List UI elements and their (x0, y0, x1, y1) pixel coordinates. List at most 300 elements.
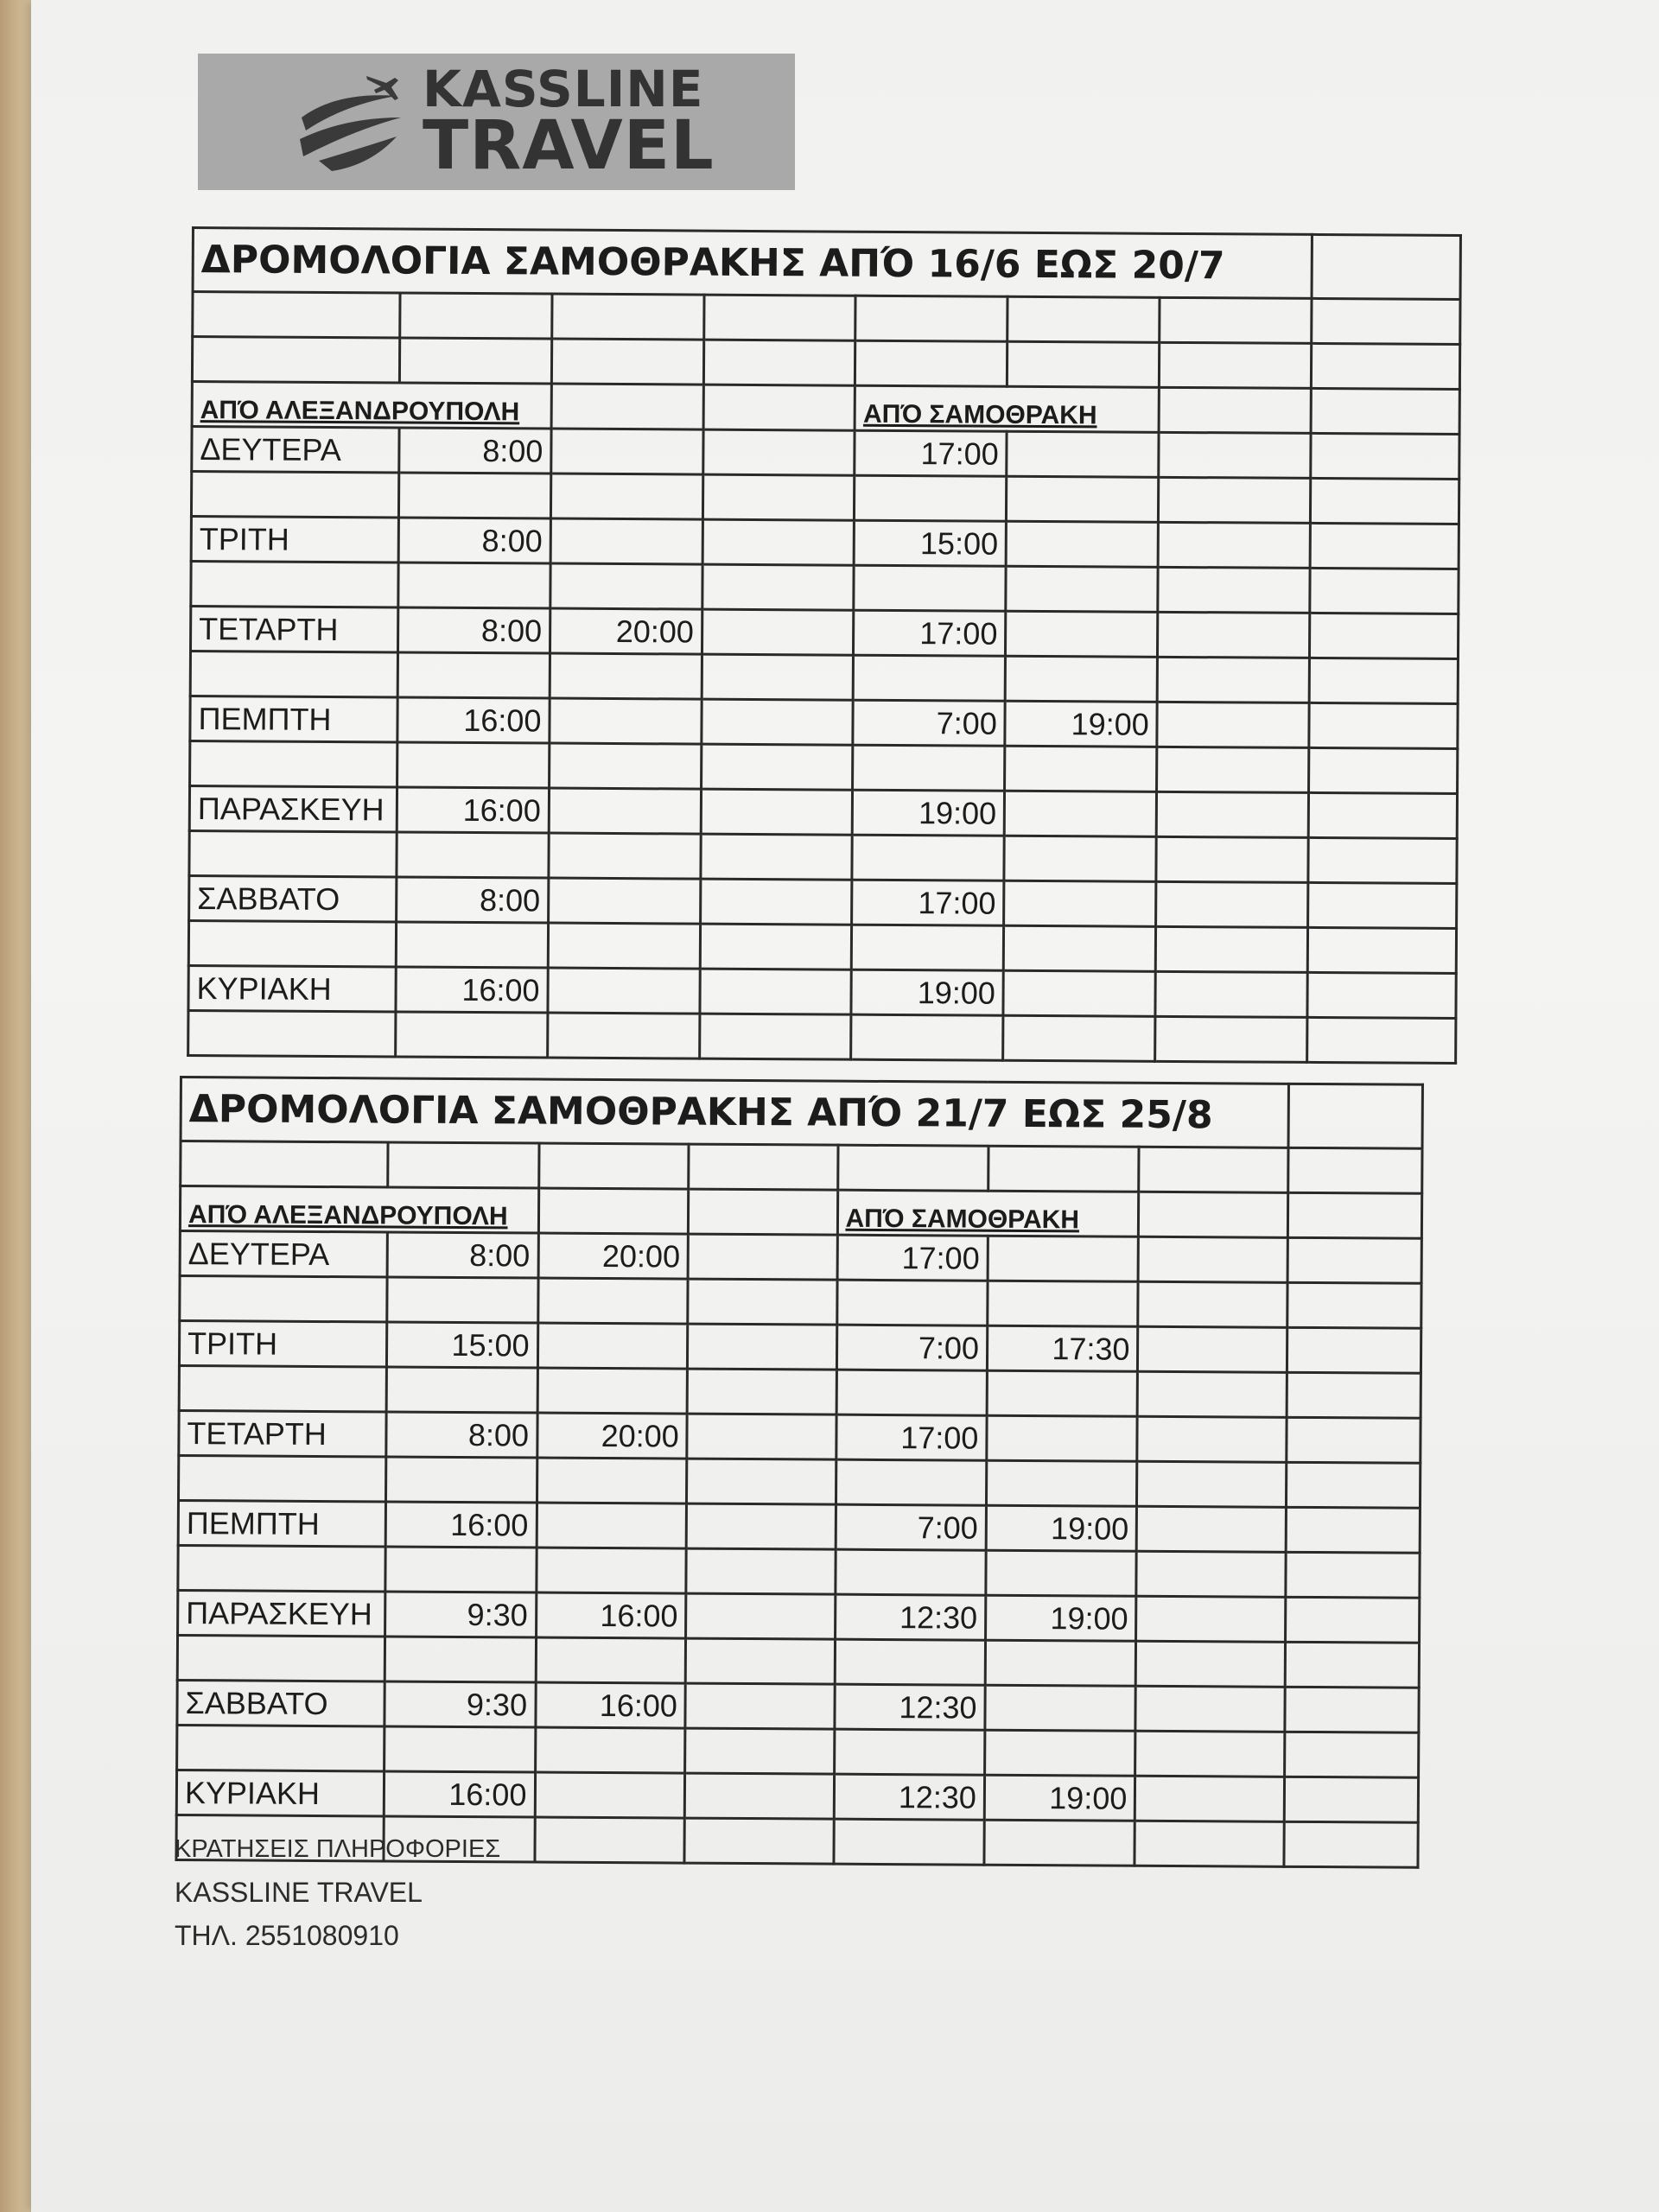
table-row (188, 965, 1456, 1018)
departure-alexandroupoli-1: 8:00 (387, 1232, 538, 1278)
departure-alexandroupoli-2: 20:00 (550, 608, 702, 654)
from-alexandroupoli-header: ΑΠΌ ΑΛΕΞΑΝΔΡΟΥΠΟΛΗ (192, 382, 551, 429)
table-cell (385, 1547, 537, 1592)
logo-brand-subtitle: TRAVEL (423, 106, 715, 185)
table-cell (1135, 1821, 1284, 1866)
departure-samothraki-1: 12:30 (834, 1684, 985, 1730)
table-cell (835, 1639, 986, 1685)
table-cell (684, 1818, 834, 1864)
table-cell (702, 654, 854, 700)
departure-alexandroupoli-2 (550, 698, 702, 744)
departure-alexandroupoli-2 (535, 1772, 685, 1818)
table-cell (397, 652, 550, 698)
table-cell (191, 472, 398, 518)
table-cell (1306, 1017, 1455, 1063)
table-cell (552, 294, 704, 340)
spacer-row (191, 472, 1459, 524)
departure-samothraki-2 (987, 1415, 1138, 1461)
table-row (177, 1680, 1419, 1732)
departure-alexandroupoli-1: 16:00 (397, 787, 549, 833)
table-cell (835, 1549, 986, 1595)
departure-alexandroupoli-1: 15:00 (386, 1322, 537, 1368)
table-cell (1005, 746, 1157, 791)
table-cell (190, 741, 397, 786)
departure-samothraki-2: 19:00 (984, 1775, 1135, 1821)
table-cell (689, 1189, 838, 1235)
table-cell (1309, 613, 1458, 658)
table-cell (1159, 432, 1311, 478)
table-cell (1286, 1507, 1421, 1553)
table-cell (1157, 747, 1309, 792)
departure-samothraki-1: 7:00 (836, 1504, 987, 1550)
table-cell (1307, 927, 1456, 973)
table-cell (1312, 234, 1461, 299)
table-cell (852, 835, 1004, 880)
contact-footer (175, 1827, 500, 1957)
table-cell (400, 293, 552, 339)
spacer-row (178, 1456, 1420, 1509)
spacer-row (189, 830, 1457, 883)
table-row (178, 1501, 1420, 1554)
table-cell (1137, 1506, 1287, 1552)
table-cell (853, 745, 1005, 791)
table-row (180, 1231, 1421, 1284)
blank-row (193, 292, 1460, 345)
table-cell (1285, 1552, 1420, 1598)
table-cell (700, 924, 852, 969)
day-name: ΤΡΙΤΗ (179, 1321, 386, 1367)
table-cell (385, 1726, 536, 1772)
departure-samothraki-1: 19:00 (851, 969, 1003, 1015)
table-cell (685, 1683, 835, 1729)
table-cell (180, 1276, 387, 1322)
table-cell (537, 1368, 688, 1414)
table-row (190, 607, 1458, 659)
table-cell (702, 564, 855, 610)
table-cell (178, 1545, 385, 1591)
table-cell (852, 925, 1004, 970)
table-cell (702, 699, 854, 745)
table-cell (685, 1728, 835, 1774)
table-row (179, 1411, 1421, 1464)
spacer-row (188, 920, 1456, 973)
table-cell (1160, 342, 1312, 388)
table-cell (687, 1414, 836, 1459)
day-name: ΤΕΤΑΡΤΗ (179, 1411, 386, 1457)
table-cell (700, 969, 852, 1014)
table-cell (1286, 1462, 1421, 1508)
table-cell (1288, 1084, 1423, 1148)
table-cell (1007, 341, 1160, 387)
table-cell (1138, 1281, 1287, 1327)
table-cell (193, 292, 400, 338)
table-cell (1287, 1147, 1422, 1193)
table-cell (1287, 1282, 1421, 1328)
table-cell (699, 1014, 851, 1059)
table-cell (399, 338, 551, 384)
spacer-row (177, 1725, 1419, 1777)
departure-samothraki-1: 17:00 (855, 430, 1007, 476)
table-cell (1135, 1731, 1285, 1777)
table-cell (1159, 387, 1311, 433)
table-cell (1284, 1732, 1419, 1777)
table-cell (1137, 1416, 1287, 1462)
direction-header-row (180, 1186, 1421, 1239)
table-cell (703, 340, 855, 385)
table-cell (1155, 1016, 1307, 1062)
table-cell (702, 519, 855, 565)
table-cell (1003, 1015, 1155, 1061)
table-cell (1157, 657, 1309, 702)
table-cell (836, 1459, 987, 1505)
table-cell (534, 1817, 684, 1863)
table-cell (1159, 477, 1311, 523)
departure-alexandroupoli-2 (549, 788, 701, 834)
table-cell (985, 1640, 1136, 1686)
table-cell (388, 1142, 539, 1188)
departure-samothraki-2: 17:30 (987, 1325, 1138, 1371)
departure-alexandroupoli-2 (550, 518, 702, 564)
departure-samothraki-2 (1005, 791, 1157, 836)
departure-samothraki-2 (985, 1685, 1136, 1731)
departure-samothraki-2 (988, 1236, 1139, 1281)
departure-samothraki-2 (1007, 431, 1159, 477)
footer-phone: ΤΗΛ. 2551080910 (175, 1920, 399, 1951)
table-cell (1309, 702, 1458, 748)
table-cell (701, 789, 853, 835)
spacer-row (191, 562, 1459, 614)
table-cell (550, 653, 702, 699)
table-cell (396, 922, 548, 968)
table-cell (537, 1458, 687, 1503)
direction-header-row (192, 382, 1459, 435)
departure-samothraki-2 (1006, 521, 1158, 567)
blank-row (192, 337, 1459, 390)
table-cell (1311, 388, 1459, 434)
day-name: ΣΑΒΒΑΤΟ (177, 1680, 385, 1726)
spacer-row (190, 741, 1458, 793)
table-cell (988, 1146, 1140, 1192)
spacer-row (190, 652, 1458, 704)
spacer-row (179, 1366, 1421, 1419)
table-cell (1310, 568, 1459, 613)
departure-alexandroupoli-2: 20:00 (538, 1233, 689, 1279)
table-cell (1138, 1371, 1287, 1417)
schedule-title: ΔΡΟΜΟΛΟΓΙΑ ΣΑΜΟΘΡΑΚΗΣ ΑΠΌ 16/6 ΕΩΣ 20/7 (193, 228, 1312, 299)
spacer-row (177, 1635, 1419, 1688)
table-cell (701, 834, 853, 880)
day-name: ΔΕΥΤΕΡΑ (192, 427, 399, 473)
departure-alexandroupoli-2: 16:00 (535, 1682, 685, 1728)
schedule-table-2 (175, 1076, 1424, 1869)
table-cell (1284, 1821, 1419, 1867)
table-cell (686, 1503, 836, 1549)
table-cell (854, 655, 1006, 701)
footer-company-name: KASSLINE TRAVEL (175, 1877, 423, 1908)
table-cell (701, 744, 853, 790)
table-cell (536, 1637, 686, 1683)
table-cell (836, 1280, 988, 1325)
from-alexandroupoli-header: ΑΠΌ ΑΛΕΞΑΝΔΡΟΥΠΟΛΗ (180, 1186, 538, 1234)
table-row (176, 1770, 1418, 1822)
departure-samothraki-2: 19:00 (985, 1595, 1136, 1641)
table-cell (1135, 1776, 1285, 1821)
table-cell (1284, 1687, 1419, 1732)
departure-alexandroupoli-2 (548, 968, 700, 1014)
table-cell (1307, 972, 1456, 1018)
departure-samothraki-2 (1004, 880, 1156, 926)
table-cell (1139, 1147, 1288, 1192)
table-cell (181, 1141, 388, 1187)
day-name: ΣΑΒΒΑΤΟ (189, 875, 397, 921)
table-title-row (193, 228, 1460, 300)
table-cell (189, 830, 397, 876)
table-cell (397, 832, 549, 878)
table-cell (536, 1548, 686, 1593)
table-cell (386, 1367, 537, 1413)
departure-alexandroupoli-1: 16:00 (384, 1771, 535, 1817)
table-cell (687, 1459, 836, 1504)
table-cell (549, 743, 701, 789)
table-title-row (181, 1077, 1422, 1149)
table-cell (1287, 1372, 1421, 1418)
day-name: ΚΥΡΙΑΚΗ (188, 965, 396, 1011)
spacer-row (180, 1276, 1421, 1329)
departure-samothraki-2: 19:00 (986, 1505, 1137, 1551)
day-name: ΠΑΡΑΣΚΕΥΗ (189, 785, 397, 831)
table-cell (537, 1278, 688, 1324)
table-cell (688, 1234, 837, 1280)
departure-samothraki-1: 12:30 (835, 1594, 986, 1640)
schedule-title: ΔΡΟΜΟΛΟΓΙΑ ΣΑΜΟΘΡΑΚΗΣ ΑΠΌ 21/7 ΕΩΣ 25/8 (181, 1077, 1288, 1148)
table-cell (1286, 1417, 1421, 1463)
day-name: ΚΥΡΙΑΚΗ (176, 1770, 384, 1815)
from-samothraki-header: ΑΠΌ ΣΑΜΟΘΡΑΚΗ (855, 385, 1159, 432)
table-cell (985, 1730, 1136, 1776)
table-cell (1004, 836, 1156, 881)
table-cell (834, 1729, 985, 1775)
table-cell (550, 474, 702, 519)
blank-row (181, 1141, 1422, 1194)
day-name: ΠΕΜΠΤΗ (190, 696, 397, 741)
table-cell (986, 1460, 1137, 1506)
table-cell (1285, 1642, 1420, 1688)
spacer-row (178, 1545, 1420, 1598)
table-cell (702, 609, 854, 655)
table-cell (688, 1324, 837, 1370)
table-cell (855, 475, 1007, 521)
table-cell (1284, 1777, 1419, 1822)
table-cell (1287, 1327, 1421, 1373)
departure-samothraki-1: 17:00 (852, 880, 1004, 925)
table-cell (1136, 1596, 1286, 1642)
table-cell (686, 1548, 836, 1594)
day-name: ΠΕΜΠΤΗ (178, 1501, 385, 1547)
table-cell (1155, 971, 1307, 1017)
table-cell (1158, 612, 1310, 658)
table-cell (538, 1188, 689, 1234)
departure-alexandroupoli-1: 9:30 (385, 1681, 536, 1727)
table-cell (178, 1456, 385, 1502)
table-cell (1309, 658, 1458, 703)
table-cell (854, 565, 1006, 611)
table-cell (851, 1014, 1003, 1060)
table-cell (535, 1727, 685, 1773)
departure-samothraki-1: 19:00 (853, 790, 1005, 836)
table-cell (1007, 476, 1159, 522)
departure-alexandroupoli-1: 8:00 (399, 428, 551, 474)
table-cell (398, 563, 550, 608)
table-cell (1287, 1192, 1422, 1238)
table-cell (551, 339, 703, 385)
table-cell (1307, 882, 1456, 928)
table-cell (385, 1637, 536, 1682)
table-cell (1158, 567, 1310, 613)
departure-alexandroupoli-1: 16:00 (385, 1502, 537, 1548)
table-cell (398, 473, 550, 518)
table-cell (1138, 1236, 1287, 1282)
departure-samothraki-2 (1006, 611, 1158, 657)
schedule-table-1 (187, 226, 1462, 1065)
departure-alexandroupoli-2: 16:00 (536, 1592, 686, 1638)
table-cell (700, 879, 852, 925)
departure-samothraki-1: 7:00 (853, 700, 1005, 746)
from-samothraki-header: ΑΠΌ ΣΑΜΟΘΡΑΚΗ (837, 1190, 1139, 1236)
table-cell (855, 340, 1007, 386)
footer-bookings-label: ΚΡΑΤΗΣΕΙΣ ΠΛΗΡΟΦΟΡΙΕΣ (175, 1835, 501, 1863)
table-cell (688, 1279, 837, 1325)
table-cell (177, 1725, 385, 1770)
table-cell (686, 1638, 836, 1684)
table-cell (1308, 747, 1457, 793)
table-cell (1138, 1326, 1287, 1372)
table-cell (687, 1369, 836, 1414)
departure-samothraki-1: 17:00 (854, 610, 1006, 656)
table-row (191, 517, 1459, 569)
table-cell (1006, 566, 1158, 612)
departure-samothraki-2: 19:00 (1005, 701, 1157, 747)
table-cell (1004, 925, 1156, 971)
table-row (192, 427, 1459, 480)
day-name: ΔΕΥΤΕΡΑ (180, 1231, 387, 1277)
table-cell (188, 1010, 396, 1056)
table-cell (1160, 297, 1312, 343)
departure-alexandroupoli-2 (549, 878, 701, 924)
table-cell (551, 384, 703, 429)
departure-samothraki-1: 17:00 (837, 1235, 988, 1281)
departure-alexandroupoli-1: 8:00 (386, 1412, 537, 1458)
table-cell (836, 1370, 988, 1415)
day-name: ΤΡΙΤΗ (191, 517, 398, 563)
table-cell (191, 562, 398, 607)
table-cell (1308, 837, 1457, 883)
table-cell (548, 1013, 700, 1058)
table-row (178, 1590, 1420, 1643)
departure-alexandroupoli-1: 8:00 (397, 877, 549, 923)
table-cell (1312, 298, 1460, 344)
logo-brand-name: KASSLINE (423, 60, 704, 119)
departure-alexandroupoli-1: 16:00 (396, 967, 548, 1013)
table-cell (1310, 478, 1459, 524)
table-cell (1136, 1641, 1286, 1687)
table-cell (986, 1550, 1137, 1596)
table-cell (686, 1593, 836, 1639)
departure-samothraki-1: 15:00 (854, 520, 1006, 566)
table-cell (1156, 881, 1308, 927)
table-cell (387, 1277, 538, 1323)
table-cell (1005, 656, 1157, 702)
table-row (179, 1321, 1421, 1374)
day-name: ΤΕΤΑΡΤΗ (190, 607, 397, 652)
table-cell (1310, 523, 1459, 569)
table-cell (702, 474, 855, 520)
table-cell (385, 1457, 537, 1503)
departure-samothraki-1: 12:30 (834, 1774, 985, 1820)
table-cell (549, 833, 701, 879)
table-cell (1308, 792, 1457, 838)
departure-alexandroupoli-1: 9:30 (385, 1592, 536, 1637)
departure-alexandroupoli-2 (551, 429, 703, 474)
table-cell (1287, 1237, 1422, 1283)
table-cell (1136, 1551, 1286, 1597)
desk-background (0, 0, 35, 2212)
departure-alexandroupoli-1: 8:00 (398, 518, 550, 563)
table-cell (984, 1820, 1135, 1866)
departure-samothraki-1: 17:00 (836, 1414, 987, 1460)
airplane-globe-icon (284, 57, 414, 187)
table-cell (1137, 1461, 1287, 1507)
departure-samothraki-2 (1003, 970, 1155, 1016)
table-cell (190, 652, 397, 697)
table-cell (192, 337, 399, 383)
table-cell (1285, 1597, 1420, 1643)
table-cell (987, 1370, 1138, 1416)
departure-alexandroupoli-2: 20:00 (537, 1413, 687, 1459)
table-cell (1311, 343, 1459, 389)
departure-samothraki-1: 7:00 (836, 1325, 988, 1370)
departure-alexandroupoli-1: 16:00 (397, 697, 550, 743)
table-cell (1311, 433, 1459, 479)
table-cell (1158, 522, 1310, 568)
table-cell (1157, 702, 1309, 747)
departure-alexandroupoli-1: 8:00 (397, 607, 550, 653)
day-name: ΠΑΡΑΣΚΕΥΗ (178, 1590, 385, 1636)
table-row (189, 875, 1457, 928)
table-cell (703, 295, 855, 340)
departure-alexandroupoli-2 (537, 1503, 687, 1548)
table-cell (538, 1143, 689, 1189)
table-cell (703, 385, 855, 430)
table-cell (1139, 1192, 1288, 1237)
table-cell (1155, 926, 1307, 972)
table-cell (833, 1819, 984, 1865)
table-cell (1135, 1686, 1285, 1732)
table-cell (988, 1281, 1139, 1326)
spacer-row (188, 1010, 1456, 1063)
table-row (190, 696, 1458, 748)
table-cell (397, 742, 550, 788)
table-cell (177, 1635, 385, 1681)
table-cell (685, 1773, 835, 1819)
table-cell (179, 1366, 386, 1412)
table-cell (188, 920, 396, 966)
table-row (189, 785, 1457, 838)
table-cell (1156, 791, 1308, 837)
table-cell (1007, 296, 1160, 342)
table-cell (689, 1144, 838, 1190)
company-logo (198, 54, 795, 190)
table-cell (703, 429, 855, 475)
